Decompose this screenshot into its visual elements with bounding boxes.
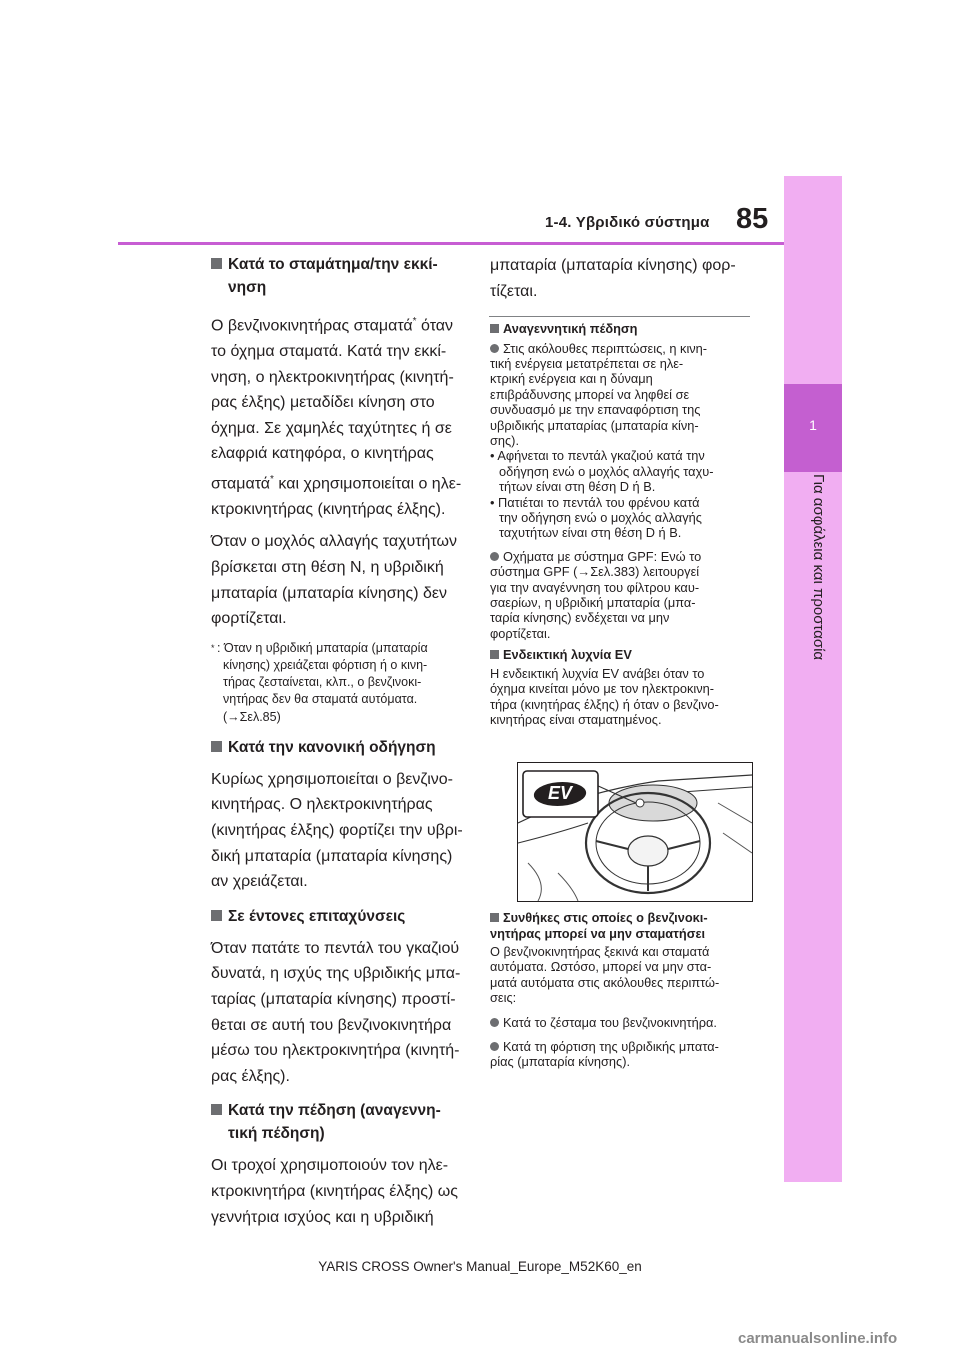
continued-paragraph: μπαταρία (μπαταρία κίνησης) φορ- τίζεται. (490, 257, 736, 300)
bullet-item: Στις ακόλουθες περιπτώσεις, η κινη- τική ενέργεια μετατρέπεται σε ηλε- κτρική ενέργεια και η δύναμη επιβράδυνσης μπορεί να ληφθεί σε συνδυασμό με την επαναφόρτιση της υβριδικής μπαταρίας (μπαταρία κίνη- σης). (490, 340, 708, 448)
right-column-lower (490, 910, 752, 1070)
header-rule (118, 242, 784, 245)
paragraph: Η ενδεικτική λυχνία EV ανάβει όταν το όχημα κινείται μόνο με τον ηλεκτροκινη- τήρα (κινητήρας έλξης) ή όταν ο βενζινο- κινητήρας είναι σταματημένος. (490, 665, 719, 727)
heading-acceleration: Σε έντονες επιταχύνσεις (211, 905, 471, 928)
heading-engine-conditions: Συνθήκες στις οποίες ο βενζινοκι- νητήρας μπορεί να μην σταματήσει (490, 910, 708, 941)
paragraph: Οι τροχοί χρησιμοποιούν τον ηλε- κτροκινητήρα (κινητήρας έλξης) ως γεννήτρια ισχύος και η υβριδική (211, 1157, 458, 1226)
page-ref-link[interactable]: (→Σελ.85) (223, 709, 281, 724)
ev-indicator-label: EV (547, 783, 572, 803)
bullet-item: Κατά τη φόρτιση της υβριδικής μπατα- ρίας (μπαταρία κίνησης). (490, 1039, 719, 1070)
round-bullet-icon (490, 1042, 499, 1051)
square-bullet-icon (211, 258, 222, 269)
chapter-number: 1 (809, 417, 817, 433)
heading-stop-start: Κατά το σταμάτημα/την εκκί- νηση (211, 253, 471, 299)
square-bullet-icon (490, 913, 499, 922)
ev-indicator-figure (517, 762, 753, 902)
heading-regen-braking: Αναγεννητική πέδηση (490, 321, 752, 337)
round-bullet-icon (490, 344, 499, 353)
sub-bullet-item: • Πατιέται το πεντάλ του φρένου κατά την οδήγηση ενώ ο μοχλός αλλαγής ταχυτήτων είναι στη θέση D ή B. (490, 494, 702, 541)
round-bullet-icon (490, 1018, 499, 1027)
footnote: * : Όταν η υβριδική μπαταρία (μπαταρία κίνησης) χρειάζεται φόρτιση ή ο κινη- τήρας ζεσταίνεται, κλπ., ο βενζινοκι- νητήρας δεν θα σταματά αυτόματα. (→Σελ.85) (211, 640, 471, 726)
square-bullet-icon (211, 1104, 222, 1115)
square-bullet-icon (211, 741, 222, 752)
footer-doc-id: YARIS CROSS Owner's Manual_Europe_M52K60_en (318, 1259, 642, 1274)
sub-bullet-item: • Αφήνεται το πεντάλ γκαζιού κατά την οδήγηση ενώ ο μοχλός αλλαγής ταχυ- τήτων είναι στη θέση D ή B. (490, 448, 714, 495)
paragraph: Ο βενζινοκινητήρας σταματά* όταν το όχημα σταματά. Κατά την εκκί- νηση, ο ηλεκτροκινητήρας (κινητή- ρας έλξης) μεταδίδει κίνηση στο όχημα. Σε χαμηλές ταχύτητες ή σε ελαφριά κατηφόρα, ο κινητήρας σταματά* και χρησιμοποιείται ο ηλε- κτροκινητήρας (κινητήρας έλξης). (211, 316, 462, 518)
divider (489, 316, 750, 317)
square-bullet-icon (490, 650, 499, 659)
paragraph: Όταν πατάτε το πεντάλ του γκαζιού δυνατά, η ισχύς της υβριδικής μπα- ταρίας (μπαταρία κίνησης) προστί- θεται σε αυτή του βενζινοκινητήρα μέσω του ηλεκτροκινητήρα (κινητή- ρας έλξης). (211, 939, 461, 1085)
page-number: 85 (736, 203, 769, 235)
bullet-item: Οχήματα με σύστημα GPF: Ενώ το σύστημα GPF (→Σελ.383) λειτουργεί για την αναγέννηση του φίλτρου καυ- σαερίων, η υβριδική μπαταρία (μπα- ταρία κίνησης) ενδέχεται να μην φορτίζεται. (490, 548, 702, 641)
square-bullet-icon (211, 910, 222, 921)
chapter-label: Για ασφάλεια και προστασία (810, 474, 827, 661)
left-column (211, 253, 471, 1230)
watermark: carmanualsonline.info (738, 1330, 898, 1347)
heading-braking: Κατά την πέδηση (αναγεννη- τική πέδηση) (211, 1099, 471, 1145)
section-title: 1-4. Υβριδικό σύστημα (545, 214, 710, 231)
bullet-item: Κατά το ζέσταμα του βενζινοκινητήρα. (490, 1015, 752, 1030)
paragraph: Όταν ο μοχλός αλλαγής ταχυτήτων βρίσκεται στη θέση N, η υβριδική μπαταρία (μπαταρία κίνησης) δεν φορτίζεται. (211, 533, 458, 628)
heading-ev-indicator: Ενδεικτική λυχνία EV (490, 647, 752, 663)
square-bullet-icon (490, 324, 499, 333)
round-bullet-icon (490, 552, 499, 561)
side-tab-strip (784, 176, 842, 1182)
paragraph: Κυρίως χρησιμοποιείται ο βενζινο- κινητήρας. Ο ηλεκτροκινητήρας (κινητήρας έλξης) φορτίζει την υβρι- δική μπαταρία (μπαταρία κίνησης) αν χρειάζεται. (211, 770, 463, 891)
paragraph: Ο βενζινοκινητήρας ξεκινά και σταματά αυτόματα. Ωστόσο, μπορεί να μην στα- ματά αυτόματα στις ακόλουθες περιπτώ- σεις: (490, 944, 720, 1006)
right-column (490, 321, 752, 727)
heading-normal-driving: Κατά την κανονική οδήγηση (211, 736, 471, 759)
